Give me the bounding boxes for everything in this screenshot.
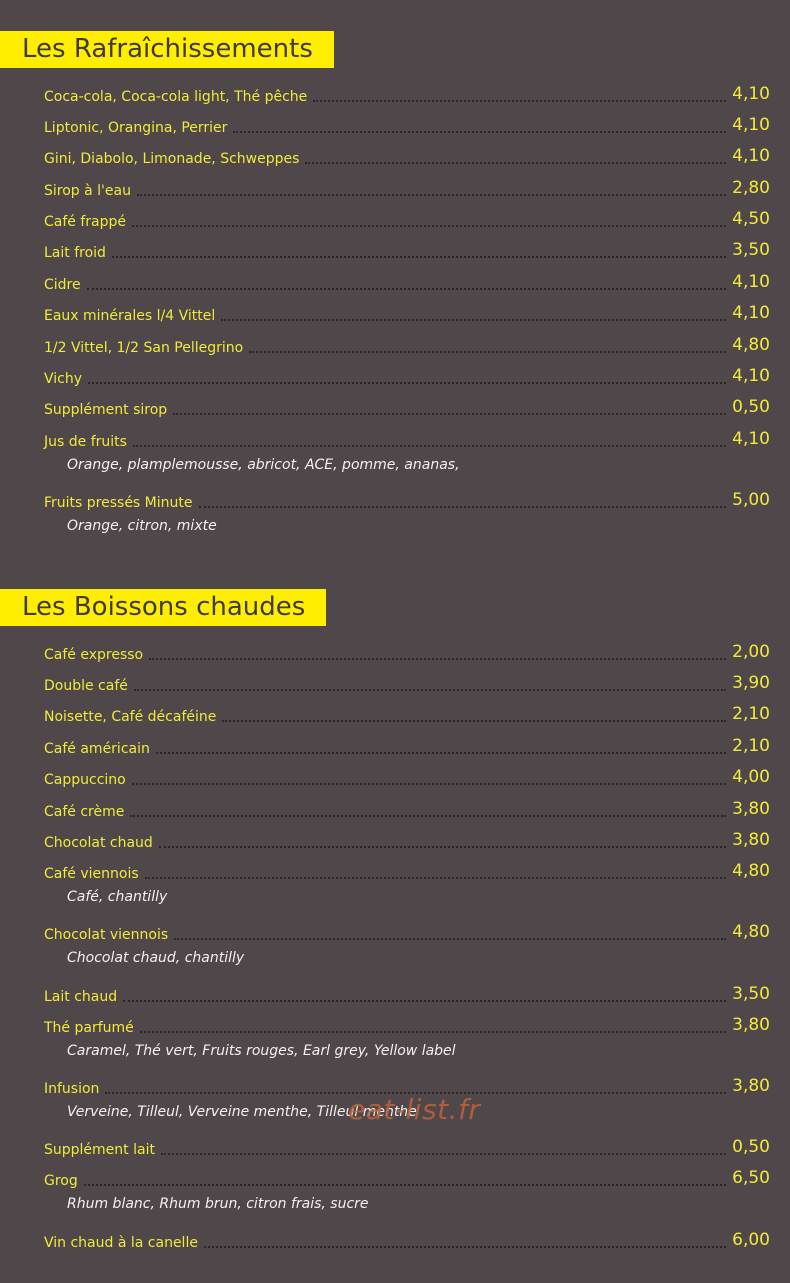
menu-item-row [44, 82, 770, 106]
item-name: Noisette, Café décaféine [44, 709, 217, 725]
item-description: Café, chantilly [67, 889, 168, 905]
dot-leader [204, 1245, 726, 1248]
menu-item [44, 144, 770, 168]
menu-item-row [44, 1135, 770, 1159]
dot-leader [149, 657, 726, 660]
menu-item-row [44, 207, 770, 231]
dot-leader [123, 999, 726, 1002]
menu-item-row [44, 702, 770, 726]
item-name: Vin chaud à la canelle [44, 1235, 198, 1251]
dot-leader [140, 1030, 726, 1033]
menu-item [44, 797, 770, 821]
item-name: Café viennois [44, 866, 139, 882]
item-name: Thé parfumé [44, 1020, 134, 1036]
menu-item [44, 427, 770, 473]
menu-item-row [44, 364, 770, 388]
dot-leader [199, 505, 727, 508]
menu-item [44, 238, 770, 262]
section-title: Les Boissons chaudes [0, 589, 326, 626]
watermark: eat-list.fr [348, 1093, 481, 1126]
menu-item [44, 82, 770, 106]
menu-item [44, 395, 770, 419]
item-name: Lait chaud [44, 989, 118, 1005]
item-description: Rhum blanc, Rhum brun, citron frais, sucre [67, 1196, 369, 1212]
menu-item [44, 1166, 770, 1212]
item-name: Lait froid [44, 245, 106, 261]
item-price: 4,00 [732, 767, 770, 787]
item-price: 3,80 [732, 830, 770, 850]
item-price: 3,80 [732, 799, 770, 819]
item-price: 4,80 [732, 922, 770, 942]
item-name: Fruits pressés Minute [44, 495, 193, 511]
dot-leader [137, 193, 726, 196]
item-price: 4,80 [732, 335, 770, 355]
item-price: 0,50 [732, 397, 770, 417]
menu-item-row [44, 640, 770, 664]
item-name: Eaux minérales l/4 Vittel [44, 308, 216, 324]
item-name: Infusion [44, 1081, 100, 1097]
dot-leader [130, 814, 726, 817]
item-name: Café américain [44, 741, 150, 757]
menu-item [44, 1228, 770, 1252]
item-price: 2,00 [732, 642, 770, 662]
section-title: Les Rafraîchissements [0, 31, 334, 68]
menu-item-row [44, 1166, 770, 1190]
item-description: Orange, citron, mixte [67, 518, 217, 534]
item-name: Jus de fruits [44, 434, 127, 450]
menu-item [44, 765, 770, 789]
item-price: 3,80 [732, 1015, 770, 1035]
item-price: 3,80 [732, 1076, 770, 1096]
item-name: Coca-cola, Coca-cola light, Thé pêche [44, 89, 308, 105]
item-price: 6,00 [732, 1230, 770, 1250]
item-price: 4,10 [732, 303, 770, 323]
item-description: Orange, plamplemousse, abricot, ACE, pomme, ananas, [67, 457, 460, 473]
item-name: Double café [44, 678, 128, 694]
menu-item-row [44, 734, 770, 758]
menu-item [44, 671, 770, 695]
item-name: Gini, Diabolo, Limonade, Schweppes [44, 151, 300, 167]
dot-leader [145, 876, 727, 879]
item-name: Cappuccino [44, 772, 126, 788]
dot-leader [233, 130, 726, 133]
dot-leader [173, 412, 726, 415]
menu-item-row [44, 488, 770, 512]
menu-item [44, 1135, 770, 1159]
dot-leader [133, 444, 726, 447]
dot-leader [134, 688, 726, 691]
menu-item-row [44, 1228, 770, 1252]
item-price: 2,10 [732, 736, 770, 756]
item-price: 2,80 [732, 178, 770, 198]
dot-leader [161, 1152, 726, 1155]
dot-leader [313, 99, 726, 102]
item-price: 4,10 [732, 115, 770, 135]
item-price: 4,10 [732, 429, 770, 449]
menu-item [44, 702, 770, 726]
item-name: Vichy [44, 371, 83, 387]
item-price: 6,50 [732, 1168, 770, 1188]
item-price: 3,50 [732, 240, 770, 260]
item-name: Cidre [44, 277, 81, 293]
menu-item-row [44, 1013, 770, 1037]
menu-item [44, 488, 770, 534]
dot-leader [221, 318, 726, 321]
menu-item [44, 301, 770, 325]
dot-leader [305, 161, 726, 164]
menu-item [44, 113, 770, 137]
item-name: Supplément sirop [44, 402, 168, 418]
menu-item-row [44, 671, 770, 695]
dot-leader [249, 350, 726, 353]
menu-item [44, 333, 770, 357]
item-name: 1/2 Vittel, 1/2 San Pellegrino [44, 340, 244, 356]
menu-item [44, 1013, 770, 1059]
menu-item-row [44, 144, 770, 168]
menu-item [44, 920, 770, 966]
item-name: Café expresso [44, 647, 144, 663]
dot-leader [222, 719, 726, 722]
menu-item [44, 207, 770, 231]
item-price: 2,10 [732, 704, 770, 724]
item-price: 3,50 [732, 984, 770, 1004]
menu-item-row [44, 176, 770, 200]
item-price: 4,10 [732, 84, 770, 104]
menu-item [44, 364, 770, 388]
menu-item-row [44, 333, 770, 357]
dot-leader [132, 224, 726, 227]
item-name: Café frappé [44, 214, 126, 230]
menu-item [44, 176, 770, 200]
menu-item-row [44, 427, 770, 451]
item-price: 5,00 [732, 490, 770, 510]
menu-item-row [44, 797, 770, 821]
menu-item-row [44, 270, 770, 294]
menu-item-row [44, 765, 770, 789]
menu-item [44, 828, 770, 852]
dot-leader [87, 287, 727, 290]
menu-item-row [44, 920, 770, 944]
item-name: Supplément lait [44, 1142, 155, 1158]
dot-leader [88, 381, 726, 384]
dot-leader [159, 845, 726, 848]
menu-item-row [44, 113, 770, 137]
dot-leader [174, 937, 726, 940]
menu-item [44, 859, 770, 905]
item-name: Liptonic, Orangina, Perrier [44, 120, 228, 136]
menu-item-row [44, 301, 770, 325]
item-price: 0,50 [732, 1137, 770, 1157]
item-price: 4,10 [732, 146, 770, 166]
menu-item-row [44, 395, 770, 419]
item-name: Grog [44, 1173, 78, 1189]
item-description: Chocolat chaud, chantilly [67, 950, 245, 966]
item-price: 4,10 [732, 272, 770, 292]
menu-item-row [44, 982, 770, 1006]
menu-item [44, 640, 770, 664]
item-price: 4,10 [732, 366, 770, 386]
item-name: Chocolat viennois [44, 927, 169, 943]
menu-item [44, 270, 770, 294]
dot-leader [156, 751, 726, 754]
dot-leader [132, 782, 726, 785]
menu-item-row [44, 828, 770, 852]
item-price: 3,90 [732, 673, 770, 693]
menu-item [44, 982, 770, 1006]
dot-leader [84, 1183, 726, 1186]
menu-item-row [44, 859, 770, 883]
item-name: Chocolat chaud [44, 835, 153, 851]
menu-item [44, 734, 770, 758]
item-price: 4,50 [732, 209, 770, 229]
dot-leader [112, 255, 726, 258]
item-name: Sirop à l'eau [44, 183, 131, 199]
item-name: Café crème [44, 804, 125, 820]
item-price: 4,80 [732, 861, 770, 881]
menu-item-row [44, 238, 770, 262]
item-description: Caramel, Thé vert, Fruits rouges, Earl grey, Yellow label [67, 1043, 456, 1059]
item-description: Verveine, Tilleul, Verveine menthe, Tilleul menthe [67, 1104, 417, 1120]
